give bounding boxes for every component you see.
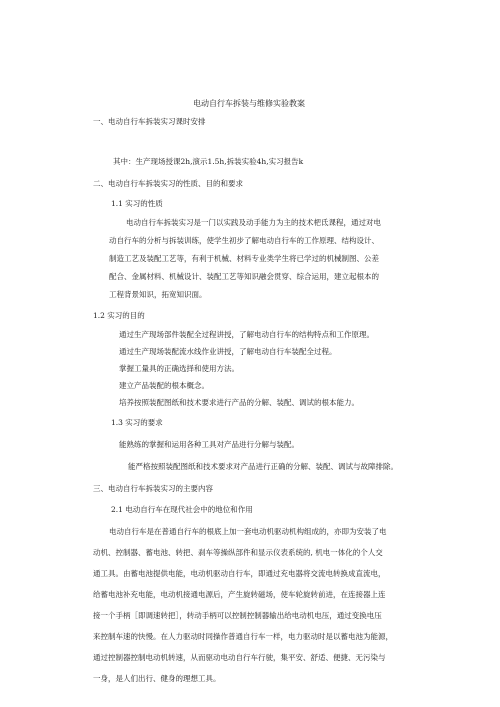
list-item: 建立产品装配的根本概念。 — [119, 381, 209, 390]
paragraph-line: 电动自行车拆装实习是一门以实践及动手能力为主的技术杷氐课程，通过对电 — [126, 218, 381, 227]
paragraph-line: 工程背景知识，拓宽知识面。 — [109, 290, 207, 299]
section-3-heading: 三、电动自行车拆装实习的主要内容 — [93, 484, 213, 493]
list-item: 通过生产现场部件装配全过程讲授，了解电动自行车的结构特点和工作原理。 — [119, 330, 374, 339]
section-1-heading: 一、电动自行车拆装实习课时安排 — [93, 117, 206, 126]
paragraph-line: 接一个手柄［即调速转把］，转动手柄可以控制控制器输出给电动机电压，通过变换电压 — [93, 611, 382, 620]
paragraph-line: 动自行车的分析与拆装训练，使学生初步了解电动自行车的工作原理、结构设计、 — [109, 236, 379, 245]
paragraph-line: 一身，是人们出行、健身的理想工具。 — [93, 674, 221, 683]
paragraph-line: 给蓄电池补充电能，电动机接通电源后，产生旋转磁场，使车轮旋转前进，在连接器上连 — [93, 590, 386, 599]
subsection-1-1-heading: 1.1 实习的性质 — [111, 199, 163, 208]
paragraph-line: 通工具。由蓄电池提供电能，电动机驱动自行车，即通过充电器将交流电转换成直流电， — [93, 569, 386, 578]
list-item: 掌握工量具的正确选择和使用方法。 — [119, 364, 239, 373]
hours-line: 其中：生产现场授课2h,演示1.5h,拆装实验4h,实习报告k — [113, 157, 304, 166]
paragraph-line: 通过控制器控制电动机转速，从而驱动电动自行车行驶，集平安、舒适、便捷、无污染与 — [93, 653, 386, 662]
subsection-2-1-heading: 2.1 电动自行车在现代社会中的地位和作用 — [111, 505, 253, 514]
paragraph-line: 电动自行车是在普通自行车的根底上加一套电动机驱动机构组成的，亦即为安装了电 — [109, 527, 387, 536]
paragraph-line: 配合、金属材料、机械设计、装配工艺等知识融会贯穿、综合运用，建立起根本的 — [109, 272, 379, 281]
paragraph-line: 动机、控制器、蓄电池、转把、刹车等操纵部件和显示仪表系统的, 机电一体化的个人交 — [93, 548, 383, 557]
section-2-heading: 二、电动自行车拆装实习的性质、目的和要求 — [93, 179, 243, 188]
paragraph-line: 制造工艺及装配工艺等，有利于机械、材料专业类学生将已学过的机械制图、公差 — [109, 254, 379, 263]
list-item: 能严格按照装配图纸和技术要求对产品进行正确的分解、装配、调试与故障排除。 — [128, 462, 398, 471]
list-item: 通过生产现场装配流水线作业讲授，了解电动自行车装配全过程。 — [119, 347, 337, 356]
subsection-1-3-heading: 1.3 实习的要求 — [111, 418, 163, 427]
document-title: 电动自行车拆装与维修实验教案 — [193, 99, 305, 108]
list-item: 培养按照装配图纸和技术要求进行产品的分解、装配、调试的根本能力。 — [119, 398, 359, 407]
paragraph-line: 来控制车速的快慢。在人力驱动时同操作普通自行车一样，电力驱动时是以蓄电池为能源， — [93, 632, 393, 641]
subsection-1-2-heading: 1.2 实习的目的 — [93, 311, 145, 320]
list-item: 能熟练的掌握和运用各种工具对产品进行分解与装配。 — [119, 440, 299, 449]
